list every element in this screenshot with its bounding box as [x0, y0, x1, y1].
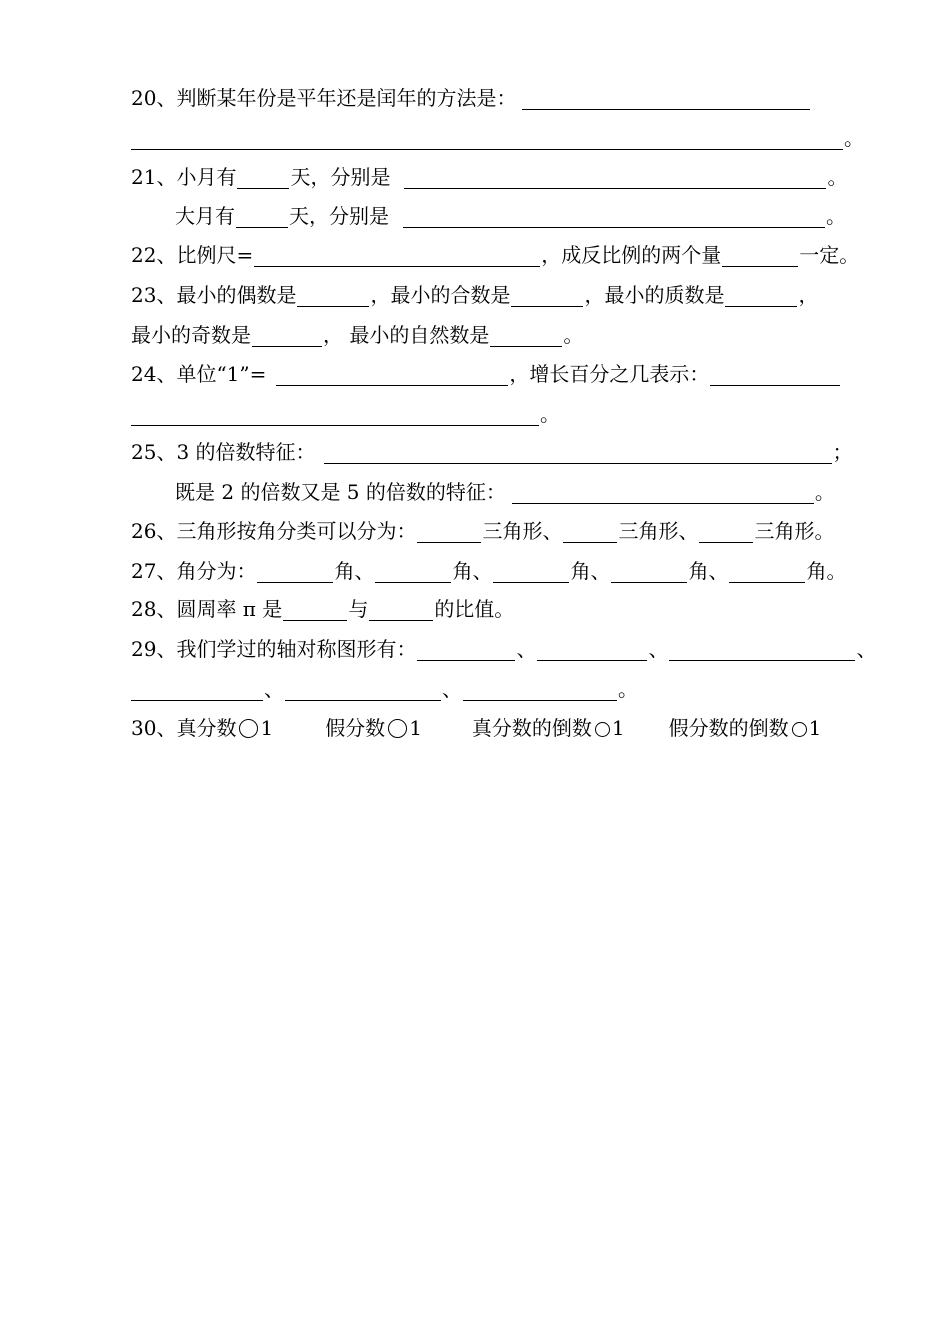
q29-blank-2[interactable]: [537, 640, 647, 661]
q24-growth-blank-1[interactable]: [710, 365, 840, 386]
question-22: [131, 243, 859, 267]
question-26: [131, 519, 834, 543]
q28-mid: 与: [348, 597, 369, 621]
q30-item3: 真分数的倒数: [471, 716, 592, 740]
q30-num3: 1: [611, 716, 625, 740]
q23-l2-prefix: 最小的奇数是: [131, 323, 251, 347]
q25-end1: ；: [832, 440, 853, 464]
q27-blank-3[interactable]: [493, 562, 569, 583]
q26-t2: 三角形、: [618, 519, 699, 543]
question-20-continued: [131, 126, 864, 150]
q29-blank-4[interactable]: [131, 680, 263, 701]
q23-p3: ，最小的质数是: [584, 283, 725, 307]
q30-num4: 1: [808, 716, 822, 740]
q27-blank-5[interactable]: [729, 562, 805, 583]
q27-a4: 角、: [688, 559, 729, 583]
q28-blank-1[interactable]: [283, 600, 347, 621]
q24-mid: ，增长百分之几表示：: [509, 362, 710, 386]
q24-end: 。: [540, 402, 560, 426]
q28-end: 的比值。: [434, 597, 515, 621]
q26-t1: 三角形、: [482, 519, 563, 543]
question-30: [131, 716, 821, 740]
q27-blank-2[interactable]: [375, 562, 451, 583]
q21-big-end: 。: [826, 204, 846, 228]
q29-blank-6[interactable]: [463, 680, 617, 701]
q28-blank-2[interactable]: [369, 600, 433, 621]
q20-text: 20、判断某年份是平年还是闰年的方法是：: [131, 86, 517, 110]
q30-compare-circle-2[interactable]: [388, 719, 407, 738]
q30-item2: 假分数: [325, 716, 386, 740]
q30-compare-circle-1[interactable]: [239, 719, 258, 738]
q22-scale-blank[interactable]: [254, 246, 540, 267]
q27-blank-1[interactable]: [257, 562, 333, 583]
q30-item4: 假分数的倒数: [668, 716, 789, 740]
q25-multiple3-blank[interactable]: [324, 443, 832, 464]
q29-sep-4: 、: [264, 677, 284, 701]
q30-compare-circle-4[interactable]: [792, 722, 807, 737]
question-28: [131, 597, 514, 621]
q29-blank-3[interactable]: [669, 640, 855, 661]
q28-prefix: 28、圆周率 π 是: [131, 597, 283, 621]
q23-prime-blank[interactable]: [725, 286, 797, 307]
q21-big-days-blank[interactable]: [236, 207, 288, 228]
q25-l2-prefix: 既是 2 的倍数又是 5 的倍数的特征：: [175, 480, 506, 504]
q22-end: 一定。: [799, 243, 860, 267]
q29-sep-3: 、: [856, 637, 877, 661]
q22-prefix: 22、比例尺=: [131, 243, 254, 267]
question-21-big-month: [175, 204, 846, 228]
question-23-continued: [131, 323, 583, 347]
q23-composite-blank[interactable]: [511, 286, 583, 307]
q26-blank-1[interactable]: [417, 522, 481, 543]
q29-sep-5: 、: [442, 677, 462, 701]
q29-blank-1[interactable]: [417, 640, 515, 661]
question-29: [131, 637, 876, 661]
q29-sep-2: 、: [648, 637, 669, 661]
q23-odd-blank[interactable]: [252, 326, 322, 347]
q22-mid: ，成反比例的两个量: [541, 243, 722, 267]
q25-multiple10-blank[interactable]: [512, 483, 814, 504]
q24-prefix: 24、单位“1”=: [131, 362, 267, 386]
q30-num2: 1: [409, 716, 422, 740]
q30-num1: 1: [260, 716, 274, 740]
q23-l2-end: 。: [563, 323, 584, 347]
q27-a3: 角、: [570, 559, 611, 583]
q27-blank-4[interactable]: [611, 562, 687, 583]
q23-prefix: 23、最小的偶数是: [131, 283, 297, 307]
q26-blank-3[interactable]: [699, 522, 753, 543]
q25-l2-end: 。: [814, 480, 835, 504]
q21-small-end: 。: [827, 165, 848, 189]
question-27: [131, 559, 846, 583]
q26-t3: 三角形。: [754, 519, 835, 543]
q21-small-mid: 天，分别是: [290, 165, 391, 189]
q29-sep-1: 、: [516, 637, 537, 661]
q24-growth-blank-2[interactable]: [131, 405, 539, 426]
q21-small-months-blank[interactable]: [404, 168, 826, 189]
q21-big-mid: 天，分别是: [289, 204, 389, 228]
q30-item1: 30、真分数: [131, 716, 237, 740]
q21-big-prefix: 大月有: [175, 204, 235, 228]
question-25-continued: [175, 480, 835, 504]
q26-prefix: 26、三角形按角分类可以分为：: [131, 519, 417, 543]
q23-p2: ，最小的合数是: [370, 283, 511, 307]
question-24: [131, 362, 841, 386]
q27-prefix: 27、角分为：: [131, 559, 257, 583]
q20-end: 。: [844, 126, 864, 150]
q27-a1: 角、: [334, 559, 375, 583]
question-20: [131, 86, 811, 110]
q22-quantity-blank[interactable]: [722, 246, 798, 267]
q21-small-days-blank[interactable]: [237, 168, 289, 189]
q20-answer-blank-2[interactable]: [131, 129, 843, 150]
q23-l2-mid: ， 最小的自然数是: [323, 323, 490, 347]
q26-blank-2[interactable]: [563, 522, 617, 543]
q29-end: 。: [618, 677, 638, 701]
q23-p4: ，: [798, 283, 819, 307]
question-25: [131, 440, 853, 464]
q29-prefix: 29、我们学过的轴对称图形有：: [131, 637, 417, 661]
q21-big-months-blank[interactable]: [403, 207, 825, 228]
q27-a2: 角、: [452, 559, 493, 583]
q30-compare-circle-3[interactable]: [595, 722, 610, 737]
question-29-continued: [131, 677, 638, 701]
question-21-small-month: [131, 165, 847, 189]
q24-unit-blank[interactable]: [276, 365, 508, 386]
question-23: [131, 283, 818, 307]
q23-even-blank[interactable]: [297, 286, 369, 307]
q21-small-prefix: 21、小月有: [131, 165, 237, 189]
q29-blank-5[interactable]: [285, 680, 441, 701]
q27-a5: 角。: [806, 559, 847, 583]
q23-natural-blank[interactable]: [490, 326, 562, 347]
q25-prefix: 25、3 的倍数特征：: [131, 440, 316, 464]
q20-answer-blank-1[interactable]: [522, 89, 810, 110]
question-24-continued: [131, 402, 560, 426]
